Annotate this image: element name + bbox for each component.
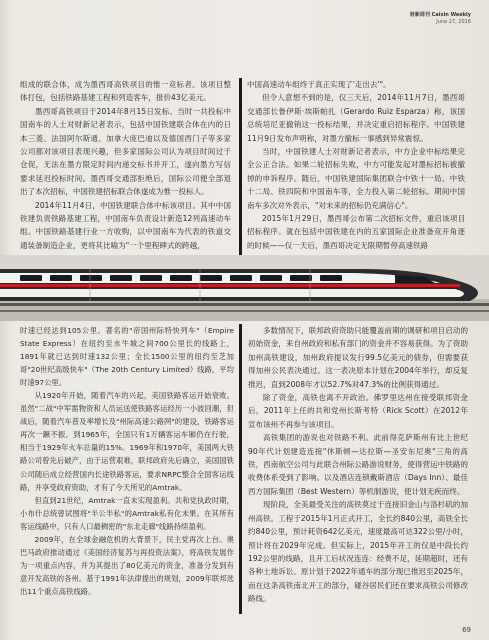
paragraph: 组成的联合体，成为墨西哥高铁项目的惟一竞标者。该项目整体打包，包括铁路基建工程和列造客车，报价43亿美元。 bbox=[20, 80, 231, 103]
paragraph: 从1920年开始，随着汽车的兴起，美国铁路客运开始衰败。虽然"二战"中军需物资和人员运送使铁路客运经历一小波回潮，但战后，随着汽车普及率增长及"州际高速公路网"的建设，铁路客运再次一蹶不振。到1965年，全国只有1万辆客运车厢仍在行驶，相当于1929年火车总量的15%。1969年和1970年，美国两大铁路公司曾先后破产，由于运营艰难，联邦政府先后确立，美国国铁公司随后成立经营国内长途铁路客运，要求NRPC整合全国客运线路，并享受政府资助，才有了今天所见的Amtrak。 bbox=[20, 391, 234, 492]
paragraph: 高铁集团的游说也对铁路不利。此前得克萨斯州有比上世纪90年代计划建造连接"休斯顿—达拉斯—圣安东尼奥"三角的高铁，西南航空公司与此联合州际公路游说财务，使得营运中铁路的收费体系受到了影响。以及酒店连锁戴斯酒店（Days Inn）、最佳西方国际集团（Best Western）等机制游说，使计划无疾而终。 bbox=[248, 433, 468, 496]
magazine-name: 财新周刊 Caixin Weekly bbox=[409, 12, 471, 18]
paragraph: 2015年1月29日，墨西哥公布第二次招标文件，重启该项目招标程序。就在包括中国铁建在内的五家国际企业准备竞开角逐的时候——仅一天后，墨西哥决定无限期暂停高速铁路 bbox=[247, 214, 465, 250]
paragraph: 但直到21世纪，Amtrak一直未实现盈利。共和党执政时期，小布什总统曾试图将"半公半私"的Amtrak私有化未果。在其所有客运线路中，只有人口最稠密的"东北走廊"线路持续盈利。 bbox=[20, 495, 234, 531]
column-top-left bbox=[20, 78, 231, 252]
paragraph: 墨西哥高铁项目于2014年8月15日发标。当时一共投标中国南车的人士对财新记者表示，包括中国铁建联合体在内的日本三菱、法国阿尔斯通、加拿大庞巴迪以及德国西门子等多家公司都对该项目表现兴趣，但多家国际公司认为项目时间过于仓促，无法在墨方限定时间内递交标书并开工，遂向墨方写信要求延迟投标时间。墨西哥交通部拒绝后，国际公司便全部退出了本次招标，中国铁建招标联合体遂成为惟一投标人。 bbox=[20, 106, 231, 197]
paragraph: 2014年11月4日，中国铁建联合体中标该项目。其中中国铁建负责铁路基建工程，中国南车负责设计新造12列高速动车组。中国铁路基建行业一方收购，以中国南车为代表的铁道交通装备制造企业，更将其比喻为"一个里程碑式的跨越， bbox=[20, 200, 231, 250]
paragraph: 时速已经达到105公里。著名的"帝国州际特快列车"（Empire State Express）在纽约至水牛城之间700公里长的线路上，1891年就已达到时速132公里；全长1500公里的纽约至芝加哥"20世纪高级快车"（The 20th Century Limited）线路，平均时速97公里。 bbox=[20, 326, 234, 388]
column-bottom-left bbox=[20, 324, 234, 598]
paragraph: 当时，中国铁建人士对财新记者表示，中方企业中标结果完全公正合法。如果二轮招标失败，中方可能发起对墨标招标被撤掉的申诉程序。随后，中国铁建国际集团联合中铁十一局、中铁十二局、铁四院和中国南车等，全力投入第二轮招标。期间中国南车多次对外表示，"对未来的招标仍充满信心"。 bbox=[247, 147, 465, 210]
issue-date: June 27, 2016 bbox=[436, 19, 471, 25]
running-header bbox=[410, 12, 471, 26]
paragraph: 现阶段，全美最受关注的高铁莫过于连接旧金山与洛杉矶的加州高铁。工程于2015年1月正式开工，全长约840公里，高铁全长约840公里，预计耗资642亿美元，速度最高可达322公里/小时，预计将在2029年完成。但实际上，2015年开工的仅是中段长约192公里的线路，且开工后状况连连：经费不足，延期超时，还有各种土地诉讼。原计划于2022年通车的部分现已推迟至2025年，而在这条高铁南北开工的部分，碰谷居民们还在要求高铁公司修改路线。 bbox=[248, 500, 468, 604]
paragraph: 但令人意想不到的是，仅三天后，2014年11月7日，墨西哥交通部长鲁伊斯·埃斯帕扎（Gerardo Ruiz Esparza）称，该国总统培尼亚撤销这一投标结果，并决定重启招标程序。中国铁建11月9日发布声明称，对墨方撤标一事感到异常震惊。 bbox=[247, 93, 465, 143]
column-bottom-right bbox=[248, 324, 468, 606]
paragraph: 中国高速动车组终于真正实现了'走出去'"。 bbox=[247, 80, 391, 89]
paragraph: 2009年，在全球金融危机的大背景下，民主党再次上台。奥巴马政府推动通过《美国经济复苏与再投资法案》，将高铁发展作为一项重点内容，并为其提出了80亿美元的资金，准备分发到有意开发高铁的各州。基于1991年法律提出的规划，2009年联邦选出11个重点高铁线路。 bbox=[20, 534, 234, 596]
column-top-right bbox=[247, 78, 465, 252]
paragraph: 除了资金，高铁也离不开政治。佛罗里达州在接受联邦资金后，2011年上任的共和党州长斯考特（Rick Scott）在2012年宣布该州不再参与该项目。 bbox=[248, 393, 468, 429]
column-divider bbox=[239, 78, 242, 258]
high-speed-train-image bbox=[0, 255, 489, 321]
column-divider bbox=[239, 324, 242, 614]
paragraph: 多数情况下，联邦政府资助只能覆盖前期的调研和项目启动的初始资金，来自州政府和私有部门的资金并不容易获得。为了资助加州高铁建设，加州政府提议发行99.5亿美元的债券，但需要获得加州公民表决通过。这一表决原本计划在2004年举行，却反复推迟，直到2008年才以52.7%对47.3%的比例获得通过。 bbox=[248, 326, 468, 389]
page-number: 69 bbox=[462, 626, 471, 634]
